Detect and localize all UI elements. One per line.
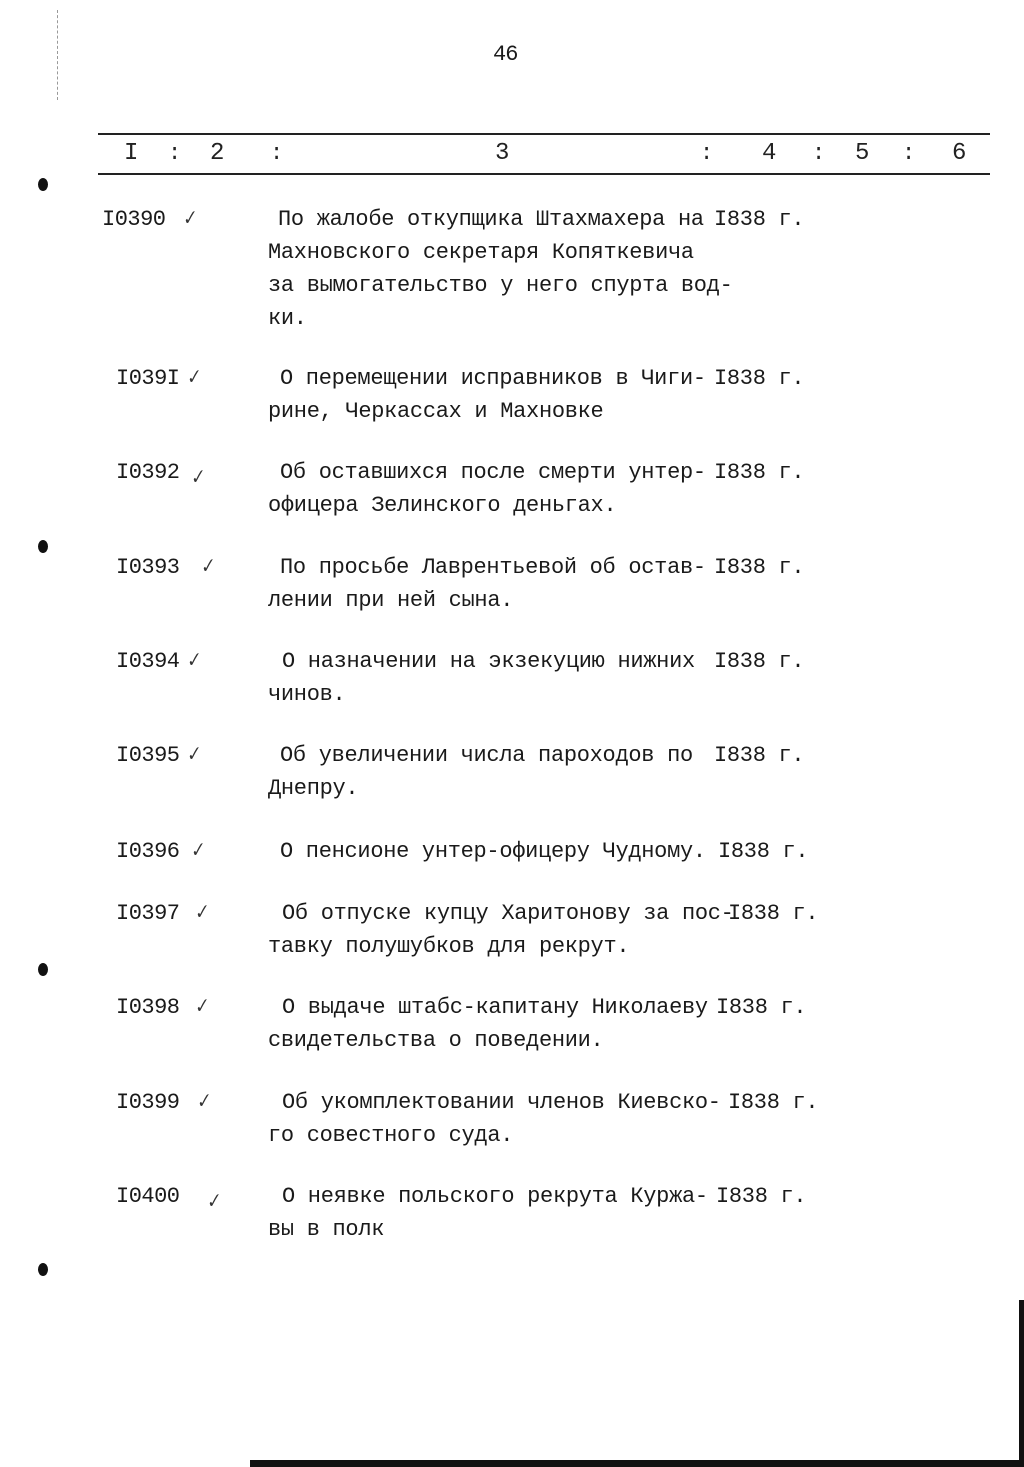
margin-dash-mark bbox=[57, 10, 59, 100]
column-separator: : bbox=[168, 141, 182, 166]
checkmark-icon: ✓ bbox=[183, 744, 204, 768]
entry-description-line: О неявке польского рекрута Куржа- bbox=[282, 1184, 708, 1209]
checkmark-icon: ✓ bbox=[187, 840, 208, 864]
entry-description-line: Об отпуске купцу Харитонову за пос- bbox=[282, 901, 734, 926]
column-1-header: I bbox=[124, 140, 139, 167]
entry-description-line: лении при ней сына. bbox=[268, 588, 514, 613]
entry-description-line: ки. bbox=[268, 306, 307, 331]
entry-description-line: О назначении на экзекуцию нижних bbox=[282, 649, 695, 674]
entry-year: I838 г. bbox=[714, 366, 805, 391]
entry-description-line: рине, Черкассах и Махновке bbox=[268, 399, 604, 424]
checkmark-icon: ✓ bbox=[191, 902, 212, 926]
entry-description-line: Об оставшихся после смерти унтер- bbox=[280, 460, 706, 485]
binder-hole bbox=[38, 963, 48, 976]
column-5-header: 5 bbox=[855, 140, 870, 167]
entry-number: I0395 bbox=[116, 743, 180, 768]
entry-number: I0398 bbox=[116, 995, 180, 1020]
column-3-header: 3 bbox=[495, 140, 510, 167]
entry-description-line: тавку полушубков для рекрут. bbox=[268, 934, 630, 959]
entry-year: I838 г. bbox=[714, 649, 805, 674]
checkmark-icon: ✓ bbox=[193, 1091, 214, 1115]
column-separator: : bbox=[700, 141, 714, 166]
header-bottom-rule bbox=[98, 173, 990, 175]
checkmark-icon: ✓ bbox=[191, 996, 212, 1020]
entry-year: I838 г. bbox=[714, 743, 805, 768]
entry-year: I838 г. bbox=[716, 1184, 807, 1209]
entry-year: I838 г. bbox=[714, 460, 805, 485]
entry-description-line: свидетельства о поведении. bbox=[268, 1028, 604, 1053]
entry-description-line: О перемещении исправников в Чиги- bbox=[280, 366, 706, 391]
entry-description-line: О выдаче штабс-капитану Николаеву bbox=[282, 995, 708, 1020]
entry-description-line: По просьбе Лаврентьевой об остав- bbox=[280, 555, 706, 580]
entry-number: I0393 bbox=[116, 555, 180, 580]
binder-hole bbox=[38, 540, 48, 553]
entry-year: I838 г. bbox=[728, 1090, 819, 1115]
scan-edge bbox=[250, 1460, 1024, 1467]
column-4-header: 4 bbox=[762, 140, 777, 167]
column-2-header: 2 bbox=[210, 140, 225, 167]
checkmark-icon: ✓ bbox=[183, 650, 204, 674]
entry-description-line: вы в полк bbox=[268, 1217, 385, 1242]
page-number: 46 bbox=[493, 42, 518, 67]
entry-description-line: офицера Зелинского деньгах. bbox=[268, 493, 617, 518]
entry-year: I838 г. bbox=[714, 207, 805, 232]
checkmark-icon: ✓ bbox=[203, 1191, 224, 1215]
entry-year: I838 г. bbox=[714, 555, 805, 580]
column-separator: : bbox=[270, 141, 284, 166]
binder-hole bbox=[38, 178, 48, 191]
entry-description-line: го совестного суда. bbox=[268, 1123, 514, 1148]
column-6-header: 6 bbox=[952, 140, 967, 167]
entry-description-line: за вымогательство у него спурта вод- bbox=[268, 273, 733, 298]
scan-edge bbox=[1019, 1300, 1024, 1467]
entry-number: I0390 bbox=[102, 207, 166, 232]
binder-hole bbox=[38, 1263, 48, 1276]
entry-year: I838 г. bbox=[716, 995, 807, 1020]
checkmark-icon: ✓ bbox=[179, 208, 200, 232]
column-separator: : bbox=[812, 141, 826, 166]
entry-year: I838 г. bbox=[728, 901, 819, 926]
entry-description-line: Об увеличении числа пароходов по bbox=[280, 743, 693, 768]
entry-description-line: По жалобе откупщика Штахмахера на bbox=[278, 207, 704, 232]
entry-year: I838 г. bbox=[718, 839, 809, 864]
entry-description-line: Днепру. bbox=[268, 776, 359, 801]
checkmark-icon: ✓ bbox=[197, 556, 218, 580]
entry-number: I0392 bbox=[116, 460, 180, 485]
entry-description-line: О пенсионе унтер-офицеру Чудному. bbox=[280, 839, 706, 864]
header-top-rule bbox=[98, 133, 990, 135]
column-separator: : bbox=[902, 141, 916, 166]
entry-number: I039I bbox=[116, 366, 180, 391]
checkmark-icon: ✓ bbox=[183, 367, 204, 391]
entry-number: I0397 bbox=[116, 901, 180, 926]
entry-description-line: Об укомплектовании членов Киевско- bbox=[282, 1090, 721, 1115]
entry-description-line: чинов. bbox=[268, 682, 346, 707]
entry-number: I0399 bbox=[116, 1090, 180, 1115]
entry-number: I0396 bbox=[116, 839, 180, 864]
entry-number: I0394 bbox=[116, 649, 180, 674]
entry-description-line: Махновского секретаря Копяткевича bbox=[268, 240, 694, 265]
checkmark-icon: ✓ bbox=[187, 467, 208, 491]
entry-number: I0400 bbox=[116, 1184, 180, 1209]
